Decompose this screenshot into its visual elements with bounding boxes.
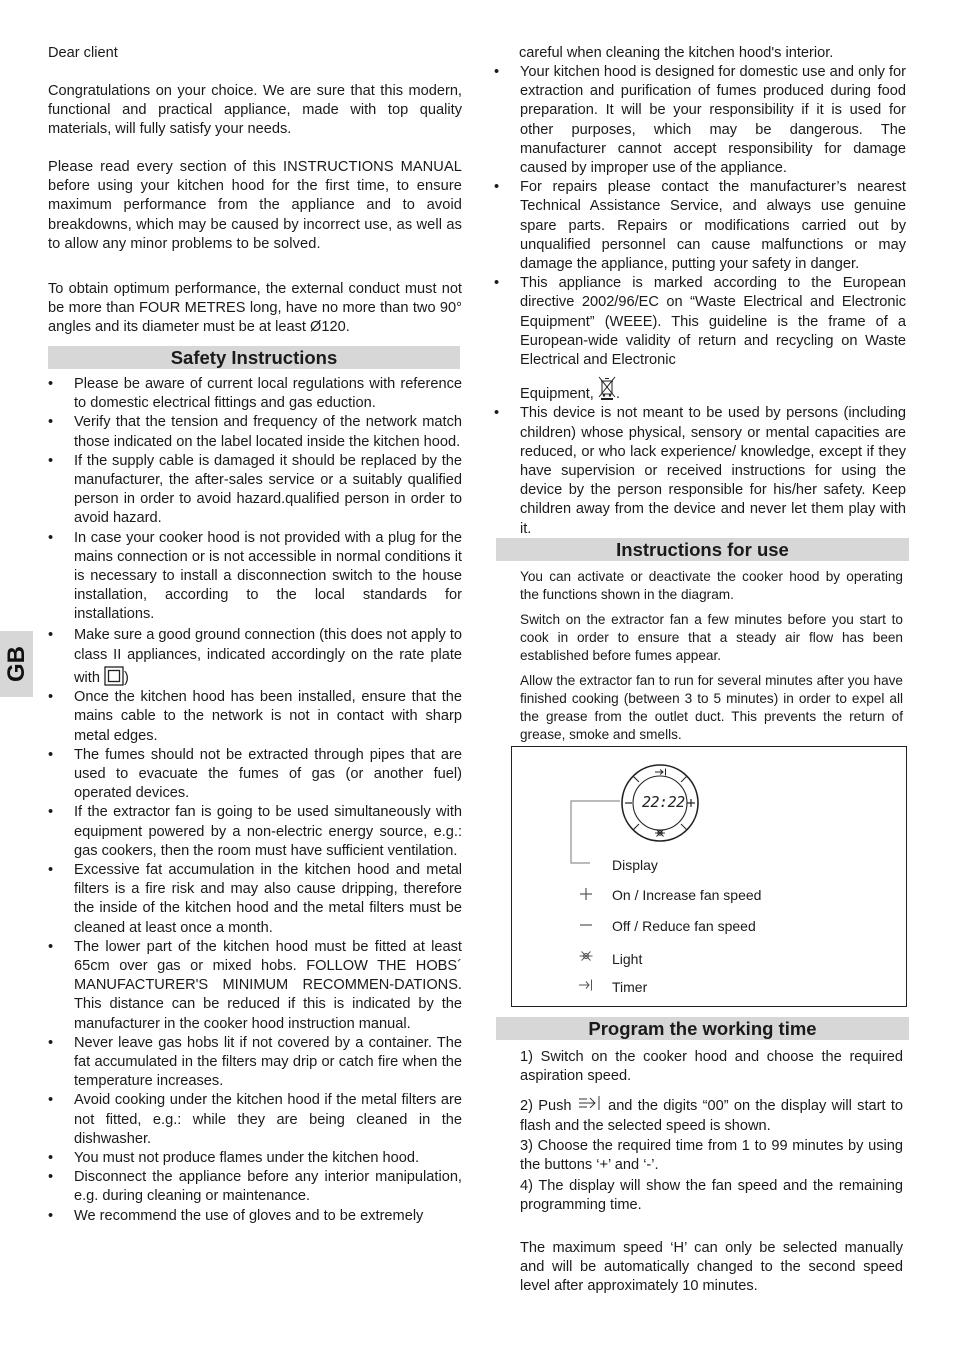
use-paragraph: Switch on the extractor fan a few minutes before you start to cook in order to ensure that a steady air flow has been established before fumes appear.	[520, 612, 903, 663]
control-panel-diagram	[511, 746, 907, 1007]
safety-item: • Disconnect the appliance before any interior manipulation, e.g. during cleaning or maintenance.	[48, 1168, 462, 1206]
safety-item: • Verify that the tension and frequency of the network match those indicated on the label located inside the kitchen hood.	[48, 413, 462, 451]
read-manual-paragraph: Please read every section of this INSTRUCTIONS MANUAL before using your kitchen hood for the first time, to ensure maximum performance from the appliance and to avoid breakdowns, which may be caused by incorrect use, as well as to allow any minor problems to be solved.	[48, 159, 462, 252]
weee-line: Equipment, .	[520, 376, 906, 404]
safety-list	[48, 375, 462, 1226]
intro-paragraph: Congratulations on your choice. We are sure that this modern, functional and practical appliance, made with top quality materials, will fully satisfy your needs.	[48, 83, 462, 138]
safety-heading: Safety Instructions	[48, 346, 460, 369]
safety-item: • The lower part of the kitchen hood must be fitted at least 65cm over gas or mixed hobs. FOLLOW THE HOBS´ MANUFACTURER'S MINIMUM RECOMMEN-DATIONS. This distance can be reduced if this is indicated by the manufacturer in the cooker hood instruction manual.	[48, 938, 462, 1034]
safety-continued: careful when cleaning the kitchen hood's interior.	[519, 45, 834, 61]
safety-item: • Once the kitchen hood has been installed, ensure that the mains cable to the network is not in contact with sharp metal edges.	[48, 688, 462, 746]
legend-display-label: Display	[612, 857, 658, 873]
legend-minus-label: Off / Reduce fan speed	[612, 918, 756, 934]
safety-item: • Excessive fat accumulation in the kitchen hood and metal filters is a fire risk and may also cause dripping, therefore the inside of the kitchen hood and the metal filters must be cleaned at least once a month.	[48, 861, 462, 938]
safety-item: • For repairs please contact the manufacturer’s nearest Technical Assistance Service, and always use genuine spare parts. Repairs or modifications carried out by unqualified personnel can cause malfunctions or may damage the appliance, putting your safety in danger.	[494, 178, 906, 274]
crossed-bin-icon	[598, 376, 616, 400]
greeting: Dear client	[48, 45, 118, 61]
safety-item: • In case your cooker hood is not provided with a plug for the mains connection or is not accessible in normal conditions it is necessary to install a disconnection switch to the house installation, according to the local standards for installations.	[48, 529, 462, 625]
class-ii-double-square-icon	[104, 666, 124, 686]
program-step: 1) Switch on the cooker hood and choose the required aspiration speed.	[520, 1049, 903, 1085]
use-paragraph: You can activate or deactivate the cooker hood by operating the functions shown in the diagram.	[520, 569, 903, 602]
safety-item: • Make sure a good ground connection (this does not apply to class II appliances, indicated accordingly on the rate plate with )	[48, 625, 462, 689]
safety-item: • Avoid cooking under the kitchen hood if the metal filters are not fitted, e.g.: while they are being cleaned in the dishwasher.	[48, 1091, 462, 1149]
language-tab	[0, 631, 33, 697]
program-heading: Program the working time	[496, 1017, 909, 1040]
program-note: The maximum speed ‘H’ can only be selected manually and will be automatically changed to the second speed level after approximately 10 minutes.	[520, 1239, 903, 1295]
light-icon	[578, 948, 594, 964]
display-digits: 22:22	[642, 793, 685, 811]
safety-item: • If the supply cable is damaged it should be replaced by the manufacturer, the after-sales service or a suitably qualified person in order to avoid hazard.qualified person in order to avoid hazard.	[48, 452, 462, 529]
safety-item: • The fumes should not be extracted through pipes that are used to evacuate the fumes of gas (or another fuel) operated devices.	[48, 746, 462, 804]
language-tab-label: GB	[2, 646, 30, 682]
legend-light-label: Light	[612, 951, 643, 967]
plus-icon	[578, 886, 594, 902]
safety-item: • If the extractor fan is going to be used simultaneously with equipment powered by a non-electric energy source, e.g.: gas cookers, then the room must have sufficient ventilation.	[48, 803, 462, 861]
safety-item: • This device is not meant to be used by persons (including children) whose physical, sensory or mental capacities are reduced, or who lack experience/ knowledge, except if they have supervision or received instructions for using the device by the person responsible for his/her safety. Keep children away from the device and never let them play with it.	[494, 404, 906, 538]
conduct-paragraph: To obtain optimum performance, the external conduct must not be more than FOUR METRES long, have no more than two 90° angles and its diameter must be at least Ø120.	[48, 281, 462, 336]
use-paragraphs	[520, 568, 903, 744]
timer-icon	[578, 977, 594, 993]
program-step: 3) Choose the required time from 1 to 99 minutes by using the buttons ‘+’ and ‘-’.	[520, 1137, 903, 1174]
safety-item: • Never leave gas hobs lit if not covered by a container. The fat accumulated in the filters may drip or catch fire when the temperature increases.	[48, 1034, 462, 1092]
safety-item: • You must not produce flames under the kitchen hood.	[48, 1149, 462, 1168]
safety-list-continued	[494, 63, 906, 539]
legend-plus-label: On / Increase fan speed	[612, 887, 762, 903]
program-steps	[520, 1048, 903, 1296]
program-step: 4) The display will show the fan speed and the remaining programming time.	[520, 1178, 903, 1214]
control-panel-drawing	[512, 747, 908, 1008]
legend-timer-label: Timer	[612, 979, 648, 995]
use-heading: Instructions for use	[496, 538, 909, 561]
use-paragraph: Allow the extractor fan to run for several minutes after you have finished cooking (between 3 to 5 minutes) in order to expel all the grease from the outlet duct. This prevents the return of grease, smoke and smells.	[520, 673, 903, 742]
safety-item: • Your kitchen hood is designed for domestic use and only for extraction and purification of fumes produced during food preparation. It will be your responsibility if it is used for other purposes, which may be dangerous. The manufacturer cannot accept responsibility for damage caused by improper use of the appliance.	[494, 63, 906, 178]
program-step: 2) Push and the digits “00” on the display will start to flash and the selected speed is shown.	[520, 1094, 903, 1135]
safety-item: • We recommend the use of gloves and to be extremely	[48, 1207, 462, 1226]
safety-item: • This appliance is marked according to the European directive 2002/96/EC on “Waste Electrical and Electronic Equipment” (WEEE). This guideline is the frame of a European-wide validity of return and recycling on Waste Electrical and Electronic Equipment, .	[494, 274, 906, 404]
minus-icon	[578, 917, 594, 933]
timer-icon	[577, 1094, 603, 1112]
safety-item: • Please be aware of current local regulations with reference to domestic electrical fittings and gas eduction.	[48, 375, 462, 413]
